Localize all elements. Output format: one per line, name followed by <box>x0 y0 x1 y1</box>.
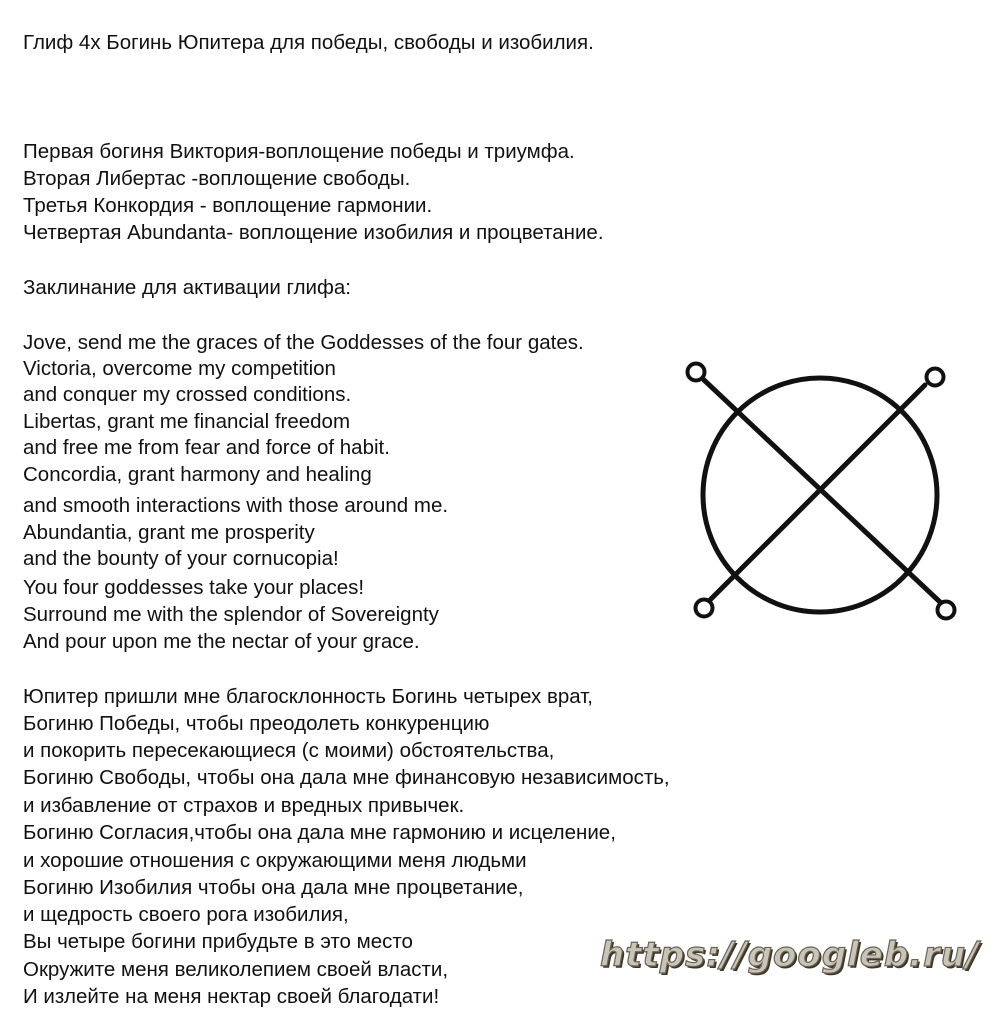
intro-line: Четвертая Abundanta- воплощение изобилия и процветание. <box>23 221 604 244</box>
spell-russian-line: Вы четыре богини прибудьте в это место <box>23 930 413 953</box>
spell-english-line: and the bounty of your cornucopia! <box>23 547 339 570</box>
spell-russian-line: и хорошие отношения с окружающими меня людьми <box>23 849 527 872</box>
spell-english-line: Abundantia, grant me prosperity <box>23 521 315 544</box>
intro-line: Первая богиня Виктория-воплощение победы и триумфа. <box>23 140 575 163</box>
spell-russian-line: Богиню Согласия,чтобы она дала мне гармонию и исцеление, <box>23 821 616 844</box>
spell-english-line: Victoria, overcome my competition <box>23 357 336 380</box>
spell-english-line: Surround me with the splendor of Sovereignty <box>23 603 439 626</box>
spell-russian-line: и щедрость своего рога изобилия, <box>23 903 349 926</box>
spell-russian-line: И излейте на меня нектар своей благодати! <box>23 985 440 1008</box>
spell-russian-line: и покорить пересекающиеся (с моими) обстоятельства, <box>23 739 555 762</box>
spell-heading: Заклинание для активации глифа: <box>23 276 351 299</box>
spell-english-line: and free me from fear and force of habit. <box>23 436 390 459</box>
intro-line: Третья Конкордия - воплощение гармонии. <box>23 194 433 217</box>
spell-english-line: and smooth interactions with those around me. <box>23 494 449 517</box>
watermark-url: https://googleb.ru/ <box>600 935 980 975</box>
spell-russian-line: Окружите меня великолепием своей власти, <box>23 958 449 981</box>
spell-russian-line: Богиню Изобилия чтобы она дала мне процветание, <box>23 876 524 899</box>
spell-english-line: You four goddesses take your places! <box>23 576 365 599</box>
circle-cross-glyph-icon <box>680 350 965 625</box>
spell-russian-line: Юпитер пришли мне благосклонность Богинь четырех врат, <box>23 685 594 708</box>
spell-english-line: Libertas, grant me financial freedom <box>23 410 351 433</box>
spell-russian-line: и избавление от страхов и вредных привычек. <box>23 794 465 817</box>
intro-line: Вторая Либертас -воплощение свободы. <box>23 167 411 190</box>
spell-english-line: Jove, send me the graces of the Goddesses of the four gates. <box>23 331 584 354</box>
page-title: Глиф 4х Богинь Юпитера для победы, свободы и изобилия. <box>23 31 594 54</box>
spell-russian-line: Богиню Свободы, чтобы она дала мне финансовую независимость, <box>23 766 670 789</box>
spell-english-line: Concordia, grant harmony and healing <box>23 463 372 486</box>
spell-english-line: And pour upon me the nectar of your grace. <box>23 630 420 653</box>
spell-russian-line: Богиню Победы, чтобы преодолеть конкуренцию <box>23 712 490 735</box>
spell-english-line: and conquer my crossed conditions. <box>23 383 352 406</box>
